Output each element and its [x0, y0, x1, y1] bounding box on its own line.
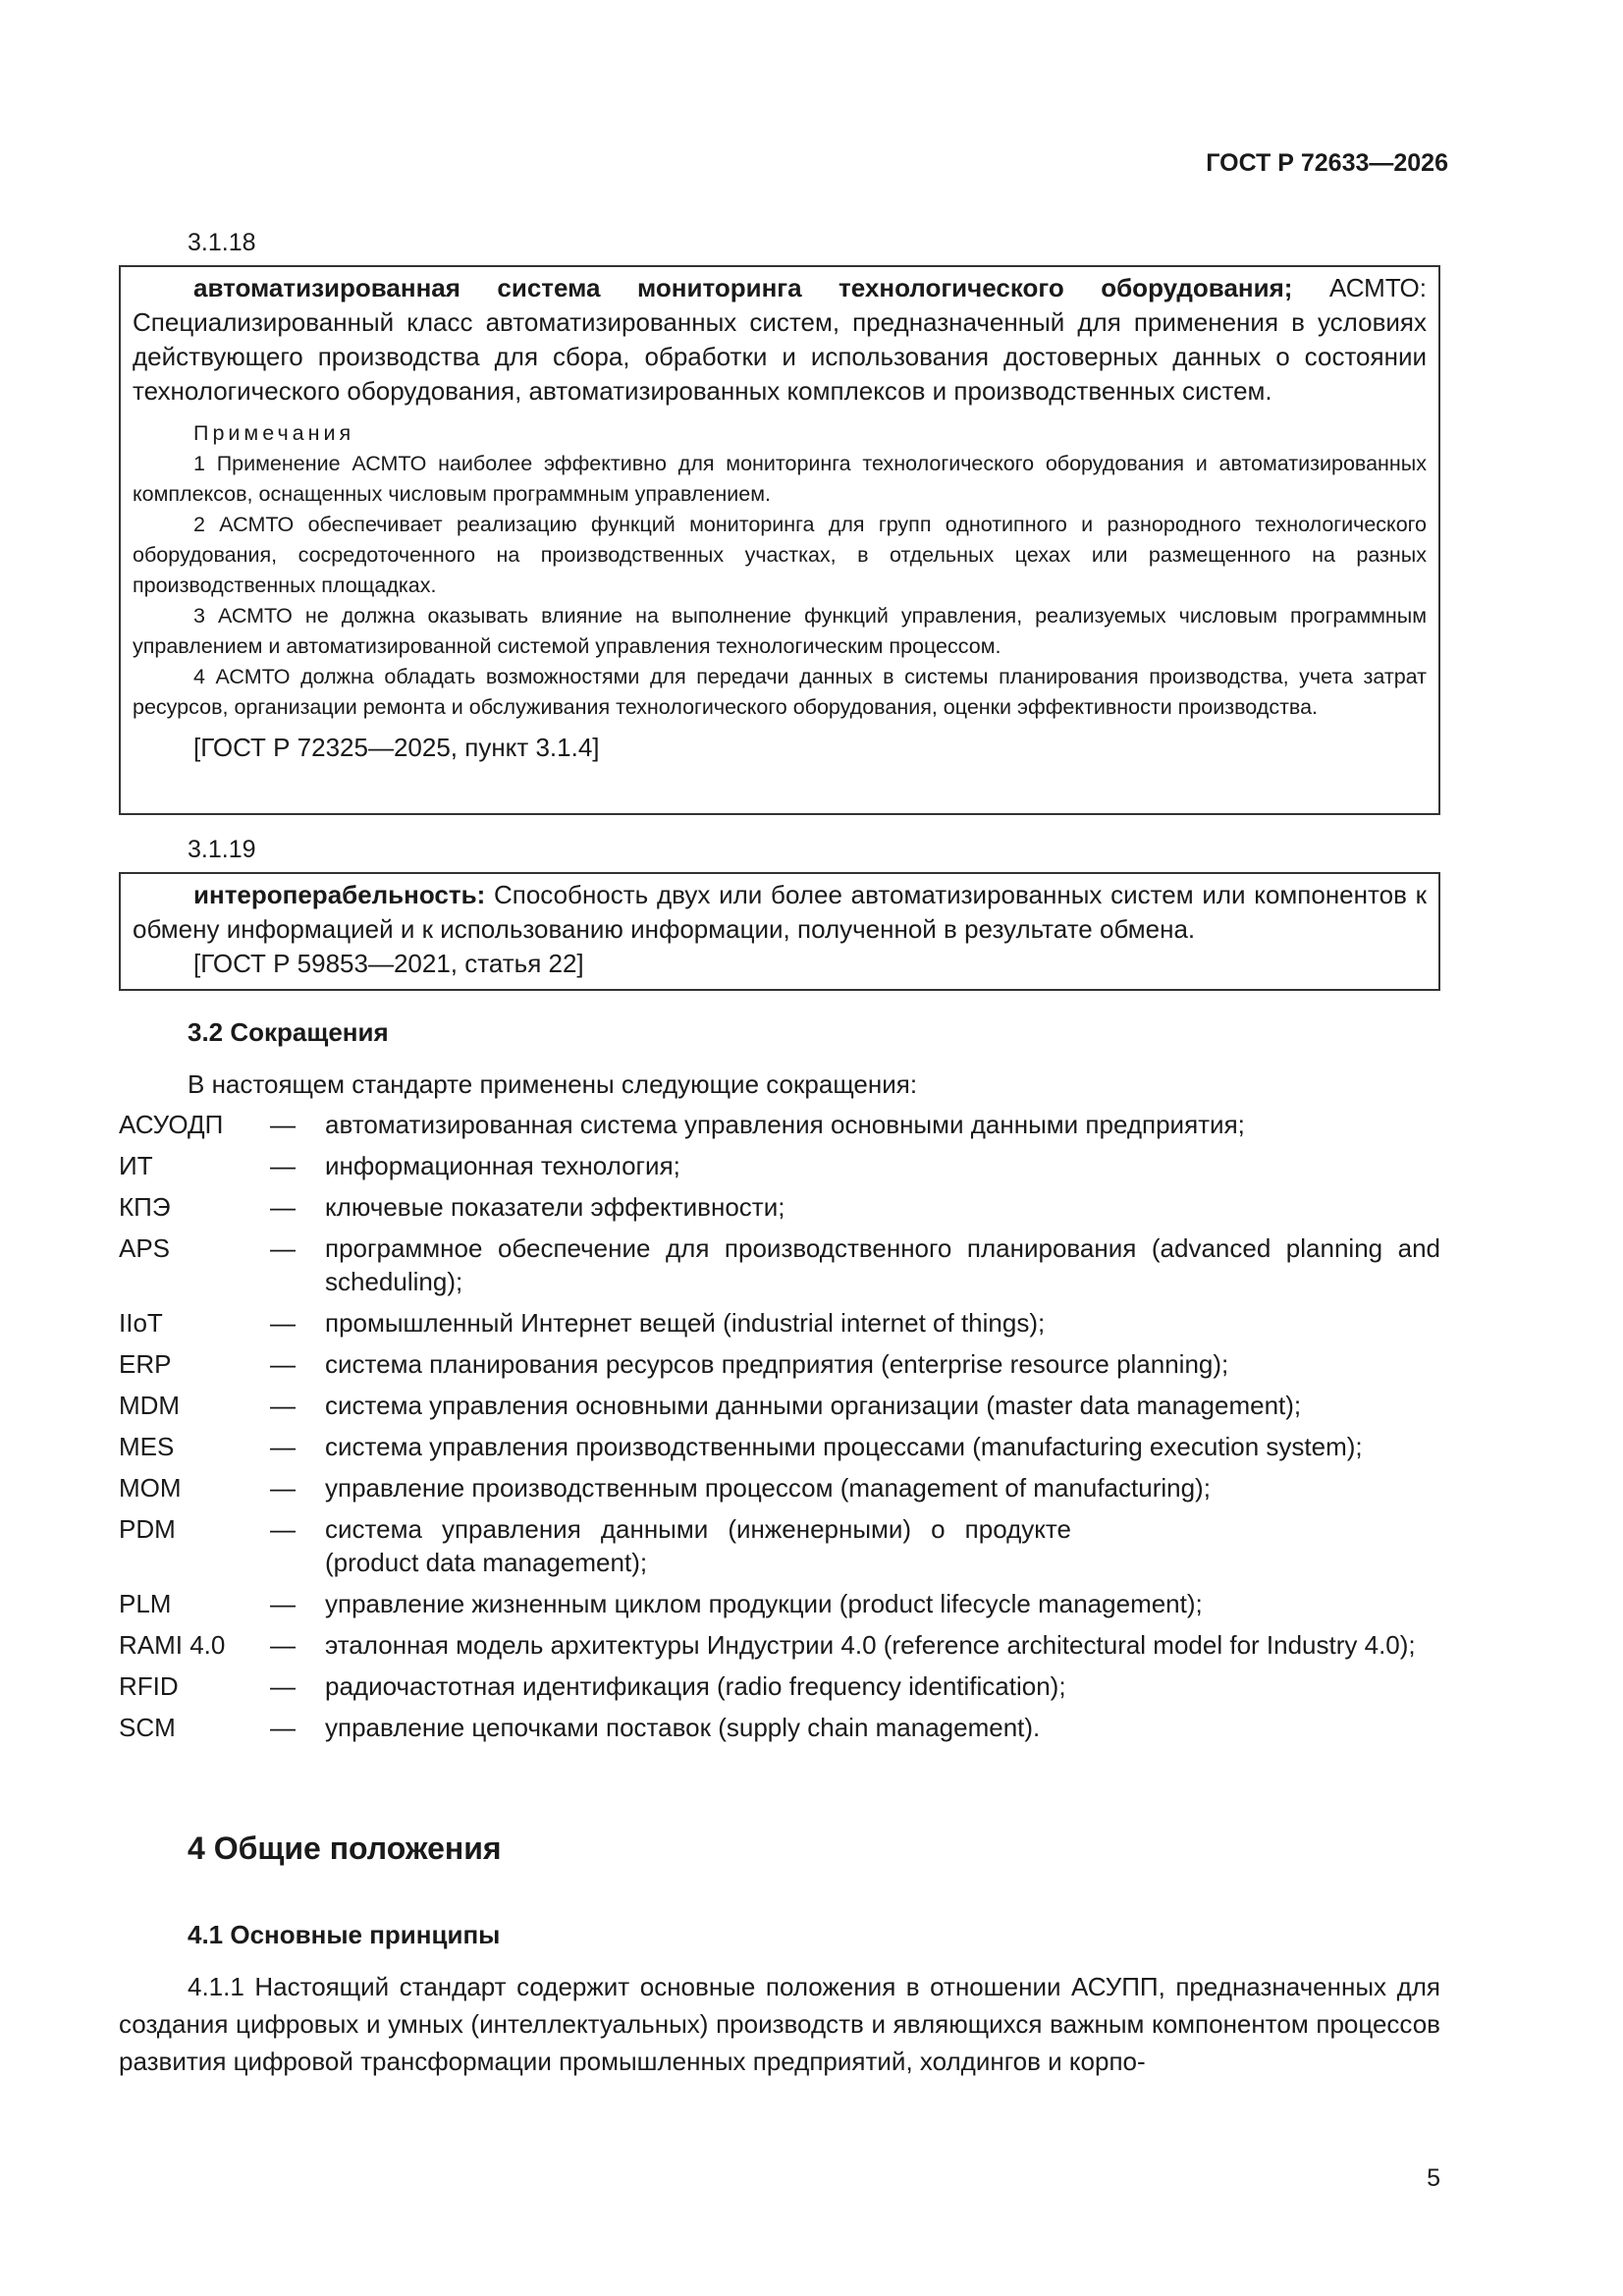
- abbreviation: КПЭ: [119, 1192, 171, 1222]
- abbreviation-definition: промышленный Интернет вещей (industrial internet of things);: [325, 1308, 1046, 1338]
- dash: —: [270, 1589, 296, 1618]
- term-title: автоматизированная система мониторинга технологического оборудования;: [193, 273, 1293, 302]
- note-item: 4 АСМТО должна обладать возможностями для передачи данных в системы планирования производства, учета затрат ресурсов, организации ремонта и обслуживания технологического оборудования, оценки эффективности производства.: [133, 665, 1427, 719]
- intro-text: В настоящем стандарте применены следующие сокращения:: [188, 1069, 918, 1099]
- abbreviation-definition: система управления производственными процессами (manufacturing execution system);: [325, 1432, 1363, 1461]
- term-number: 3.1.18: [188, 229, 256, 256]
- notes-heading: Примечания: [193, 421, 355, 445]
- term-source: [ГОСТ Р 59853—2021, статья 22]: [193, 949, 584, 978]
- term-source: [ГОСТ Р 72325—2025, пункт 3.1.4]: [193, 733, 600, 762]
- abbreviation: ERP: [119, 1349, 172, 1379]
- abbreviation-definition: автоматизированная система управления основными данными предприятия;: [325, 1110, 1245, 1139]
- term-definition: [133, 878, 1427, 947]
- abbreviation-definition: информационная технология;: [325, 1151, 680, 1180]
- list-item: [119, 1306, 1440, 1339]
- abbreviation: SCM: [119, 1713, 176, 1742]
- dash: —: [270, 1514, 296, 1544]
- term-box-3-1-18: [119, 265, 1440, 815]
- abbreviation: IIoT: [119, 1308, 163, 1338]
- dash: —: [270, 1432, 296, 1461]
- list-item: [119, 1190, 1440, 1224]
- list-item: [119, 1347, 1440, 1381]
- abbreviation-list: [119, 1108, 1440, 1744]
- abbreviation: PLM: [119, 1589, 172, 1618]
- dash: —: [270, 1151, 296, 1180]
- abbreviation: MES: [119, 1432, 175, 1461]
- abbreviation-definition: управление жизненным циклом продукции (product lifecycle management);: [325, 1589, 1203, 1618]
- abbreviation-definition: система управления основными данными организации (master data management);: [325, 1391, 1302, 1420]
- subsection-heading: 3.2 Сокращения: [188, 1017, 389, 1047]
- list-item: [119, 1587, 1440, 1620]
- dash: —: [270, 1671, 296, 1701]
- abbreviation: MOM: [119, 1473, 182, 1503]
- abbreviation: MDM: [119, 1391, 181, 1420]
- abbreviation-definition: система планирования ресурсов предприятия (enterprise resource planning);: [325, 1349, 1229, 1379]
- list-item: [119, 1669, 1440, 1703]
- page-number: 5: [1427, 2164, 1440, 2192]
- list-item: [119, 1628, 1440, 1662]
- abbreviation: RAMI 4.0: [119, 1630, 226, 1660]
- list-item: [119, 1108, 1440, 1141]
- abbreviation-definition: система управления данными (инженерными) о продукте (product data management);: [325, 1514, 1071, 1577]
- list-item: [119, 1711, 1440, 1744]
- abbreviation-definition: эталонная модель архитектуры Индустрии 4.0 (reference architectural model for Industry 4.0);: [325, 1630, 1416, 1660]
- dash: —: [270, 1630, 296, 1660]
- abbreviation-definition: ключевые показатели эффективности;: [325, 1192, 785, 1222]
- abbreviation-definition: управление производственным процессом (management of manufacturing);: [325, 1473, 1211, 1503]
- list-item: [119, 1430, 1440, 1463]
- notes-block: [133, 418, 1427, 723]
- term-definition-text: АСМТО: Специализированный класс автоматизированных систем, предназначенный для применения в условиях действующего производства для сбора, обработки и использования достоверных данных о состоянии технологического оборудования, автоматизированных комплексов и производственных систем.: [133, 273, 1427, 406]
- dash: —: [270, 1391, 296, 1420]
- list-item: [119, 1512, 1440, 1579]
- abbreviation-definition: управление цепочками поставок (supply chain management).: [325, 1713, 1041, 1742]
- section-heading: 4 Общие положения: [188, 1831, 502, 1866]
- abbreviation: ИТ: [119, 1151, 153, 1180]
- list-item: [119, 1389, 1440, 1422]
- term-definition: [133, 271, 1427, 409]
- list-item: [119, 1231, 1440, 1298]
- term-definition-text: Способность двух или более автоматизированных систем или компонентов к обмену информацией и к использованию информации, полученной в результате обмена.: [133, 880, 1427, 944]
- document-code: ГОСТ Р 72633—2026: [1206, 149, 1448, 177]
- dash: —: [270, 1110, 296, 1139]
- dash: —: [270, 1349, 296, 1379]
- abbreviation: APS: [119, 1233, 171, 1263]
- abbreviation: АСУОДП: [119, 1110, 224, 1139]
- dash: —: [270, 1713, 296, 1742]
- list-item: [119, 1149, 1440, 1182]
- dash: —: [270, 1233, 296, 1263]
- term-number: 3.1.19: [188, 836, 256, 863]
- note-item: 2 АСМТО обеспечивает реализацию функций мониторинга для групп однотипного и разнородного технологического оборудования, сосредоточенного на производственных участках, в отдельных цехах или размещенного на разных производственных площадках.: [133, 513, 1427, 597]
- note-item: 1 Применение АСМТО наиболее эффективно для мониторинга технологического оборудования и автоматизированных комплексов, оснащенных числовым программным управлением.: [133, 452, 1427, 506]
- body-paragraph: 4.1.1 Настоящий стандарт содержит основные положения в отношении АСУПП, предназначенных для создания цифровых и умных (интеллектуальных) производств и являющихся важным компонентом процессов развития цифровой трансформации промышленных предприятий, холдингов и корпо-: [119, 1972, 1440, 2076]
- abbreviation-definition: радиочастотная идентификация (radio frequency identification);: [325, 1671, 1066, 1701]
- dash: —: [270, 1473, 296, 1503]
- abbreviation: RFID: [119, 1671, 179, 1701]
- abbreviation-definition: программное обеспечение для производственного планирования (advanced planning and scheduling);: [325, 1233, 1440, 1296]
- dash: —: [270, 1192, 296, 1222]
- note-item: 3 АСМТО не должна оказывать влияние на выполнение функций управления, реализуемых числовым программным управлением и автоматизированной системой управления технологическим процессом.: [133, 604, 1427, 658]
- term-box-3-1-19: [119, 872, 1440, 991]
- list-item: [119, 1471, 1440, 1504]
- dash: —: [270, 1308, 296, 1338]
- term-title: интероперабельность:: [193, 880, 486, 909]
- abbreviation: PDM: [119, 1514, 176, 1544]
- subsection-heading: 4.1 Основные принципы: [188, 1920, 501, 1949]
